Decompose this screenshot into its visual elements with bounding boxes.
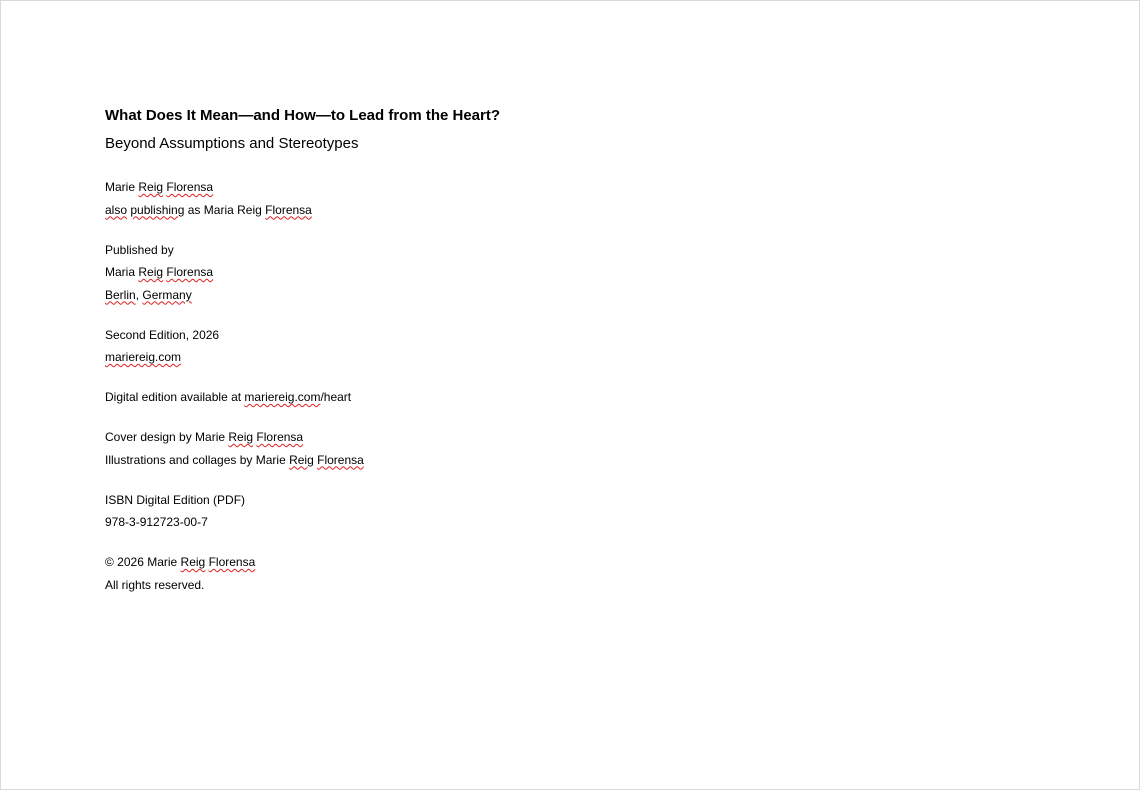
website-line xyxy=(105,350,1005,365)
alias-word-publishing: publishing xyxy=(130,202,185,217)
edition-label: Second Edition, 2026 xyxy=(105,327,220,342)
illustrations-credit-prefix: Illustrations and collages by Marie xyxy=(105,452,290,467)
credits-block xyxy=(105,430,1005,468)
author-first-name: Marie xyxy=(105,180,136,194)
publisher-block xyxy=(105,243,1005,303)
publisher-surname-reig: Reig xyxy=(138,265,164,279)
publisher-city: Berlin xyxy=(105,287,136,302)
isbn-block xyxy=(105,493,1005,531)
author-name-line xyxy=(105,180,1005,195)
author-alias-line xyxy=(105,203,1005,218)
cover-credit-prefix: Cover design by Marie xyxy=(105,430,229,444)
isbn-label: ISBN Digital Edition (PDF) xyxy=(105,492,246,507)
digital-edition-domain: mariereig.com xyxy=(244,390,321,404)
illustrations-credit-florensa: Florensa xyxy=(317,452,364,467)
copyright-page-content xyxy=(105,106,1005,593)
illustrations-credit-line xyxy=(105,453,1005,468)
copyright-reig: Reig xyxy=(180,555,206,569)
book-subtitle: Beyond Assumptions and Stereotypes xyxy=(105,135,359,152)
book-title: What Does It Mean—and How—to Lead from the Heart? xyxy=(105,107,501,124)
cover-credit-florensa: Florensa xyxy=(256,430,304,444)
author-block xyxy=(105,180,1005,218)
alias-surname-reig: Reig xyxy=(237,202,262,217)
digital-edition-prefix: Digital edition available at xyxy=(105,390,245,404)
alias-surname-florensa: Florensa xyxy=(265,202,312,217)
publisher-surname-florensa: Florensa xyxy=(166,265,214,279)
illustrations-credit-reig: Reig xyxy=(289,452,314,467)
copyright-prefix: © 2026 Marie xyxy=(105,555,181,569)
copyright-line xyxy=(105,555,1005,570)
website-link: mariereig.com xyxy=(105,350,182,364)
alias-first-name: Maria xyxy=(203,202,234,217)
isbn-number: 978-3-912723-00-7 xyxy=(105,515,208,529)
copyright-florensa: Florensa xyxy=(208,555,256,569)
rights-reserved: All rights reserved. xyxy=(105,577,205,592)
publisher-location xyxy=(105,288,1005,303)
location-separator: , xyxy=(135,287,143,302)
digital-edition-block xyxy=(105,390,1005,405)
edition-block xyxy=(105,328,1005,366)
cover-credit-line xyxy=(105,430,1005,445)
author-surname-florensa: Florensa xyxy=(166,180,214,194)
copyright-block xyxy=(105,555,1005,593)
digital-edition-path: /heart xyxy=(320,390,352,404)
publisher-country: Germany xyxy=(142,287,192,302)
cover-credit-reig: Reig xyxy=(228,430,254,444)
author-surname-reig: Reig xyxy=(138,180,164,194)
publisher-name-line xyxy=(105,265,1005,280)
digital-edition-line xyxy=(105,390,1005,405)
alias-word-also: also xyxy=(105,202,128,217)
published-by-label: Published by xyxy=(105,242,174,257)
alias-word-as: as xyxy=(187,202,201,217)
publisher-first-name: Maria xyxy=(105,265,136,279)
